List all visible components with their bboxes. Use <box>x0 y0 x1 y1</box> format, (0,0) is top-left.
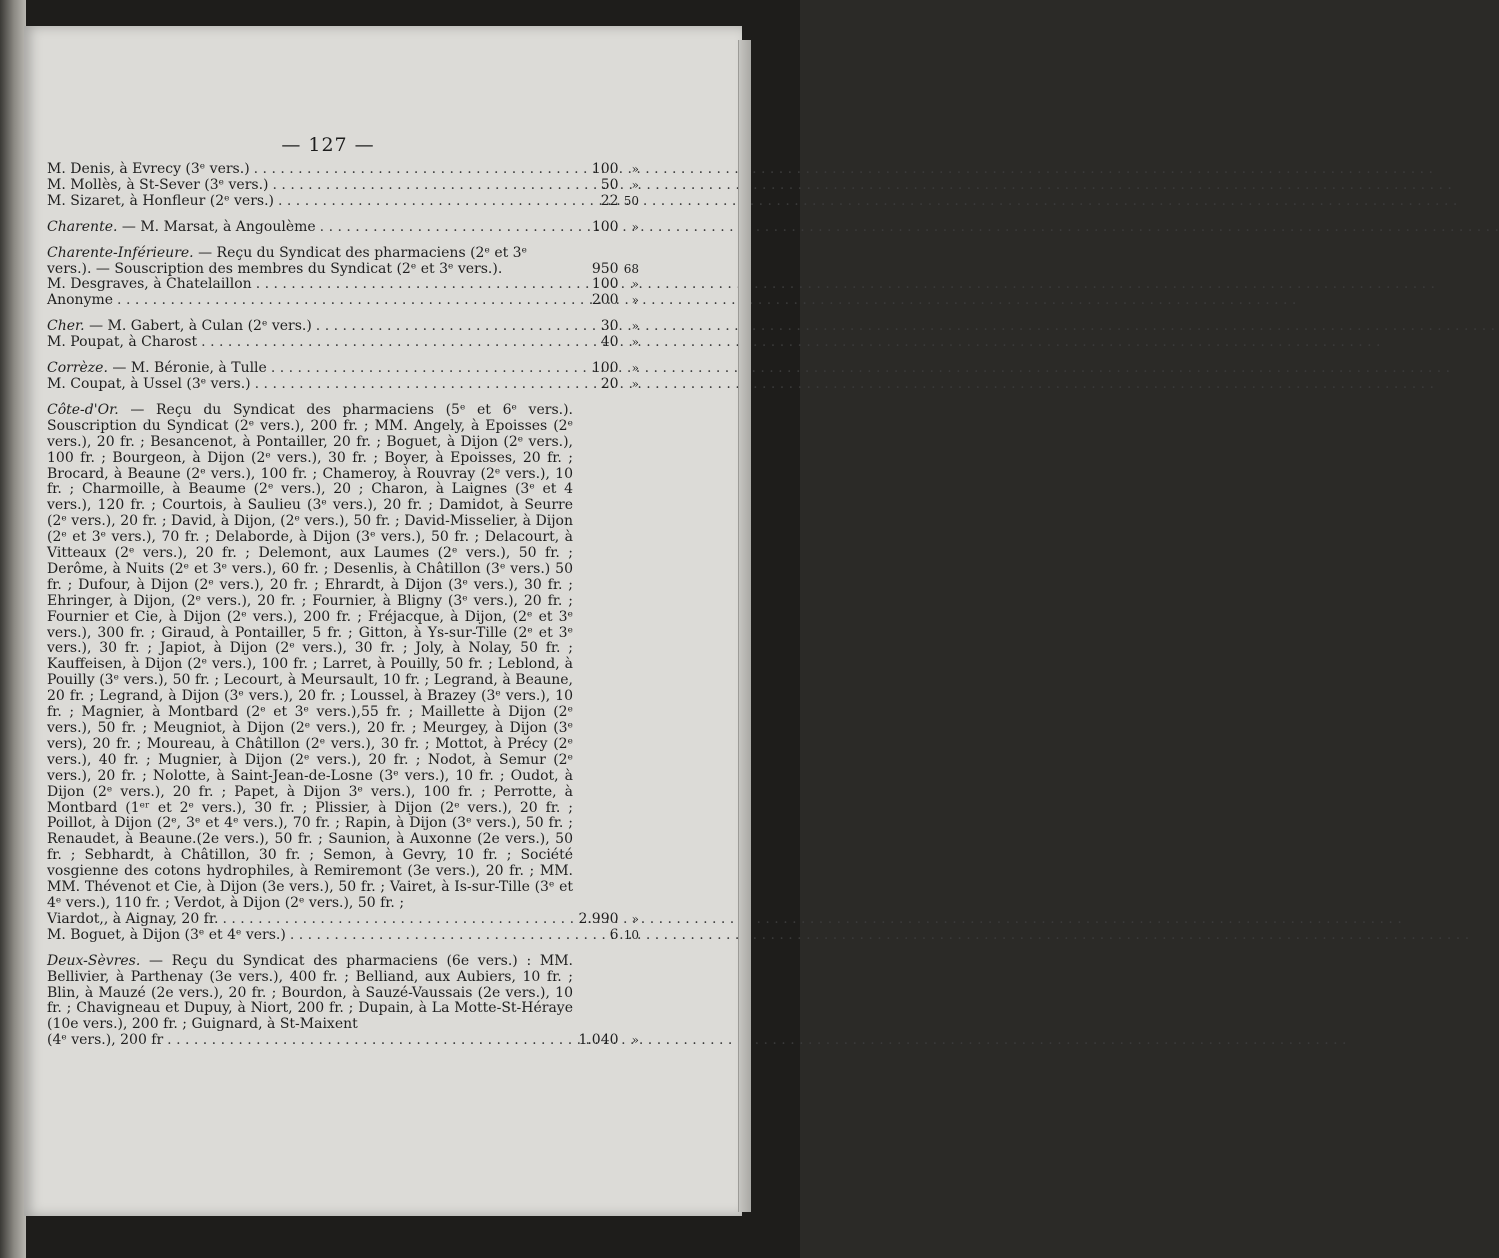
amount-francs: 1.040 <box>578 1032 619 1049</box>
dot-leader <box>290 928 569 944</box>
dot-leader <box>254 162 569 178</box>
entry-description: M. Denis, à Evrecy (3ᵉ vers.) <box>47 161 250 177</box>
section-paragraph <box>47 403 639 912</box>
entry-row <box>47 277 639 293</box>
amount-centimes: » <box>631 293 639 308</box>
amount-francs: 40 <box>600 334 619 351</box>
department-name: Charente-Inférieure. <box>47 244 194 261</box>
entry-group <box>47 162 639 210</box>
entry-row <box>47 178 639 194</box>
page-number: — 127 — <box>281 134 375 156</box>
entry-group <box>47 319 639 351</box>
entry-text <box>47 293 113 309</box>
entry-description: Viardot,, à Aignay, 20 fr. <box>47 910 219 927</box>
entry-description: M. Poupat, à Charost <box>47 334 198 351</box>
amount <box>573 928 639 944</box>
book-spine-edge <box>0 0 26 1258</box>
amount <box>573 194 639 210</box>
amount-francs: 22 <box>600 192 619 209</box>
department-name: Cher. <box>47 318 85 335</box>
deux-sevres-section <box>47 954 639 1049</box>
dot-leader <box>167 1033 569 1049</box>
amount-centimes: » <box>631 911 639 926</box>
amount-francs: 2.990 <box>578 910 619 927</box>
amount-francs: 100 <box>591 360 619 377</box>
entry-row <box>47 1033 639 1049</box>
entry-row <box>47 194 639 210</box>
dot-leader <box>320 220 569 236</box>
amount-centimes: » <box>631 219 639 234</box>
dot-leader <box>271 361 569 377</box>
entry-row <box>47 377 639 393</box>
amount <box>573 178 639 194</box>
amount-centimes: 50 <box>623 193 639 208</box>
entry-text <box>47 277 252 293</box>
entry-text <box>47 912 218 928</box>
amount-centimes: » <box>631 319 639 334</box>
amount-centimes: » <box>631 162 639 176</box>
section-paragraph <box>47 954 639 1034</box>
amount-centimes: » <box>631 177 639 192</box>
entry-text <box>47 162 250 178</box>
entry-description: M. Desgraves, à Chatelaillon <box>47 276 252 293</box>
amount-francs: 950 <box>591 260 619 277</box>
entry-description: — Reçu du Syndicat des pharmaciens (2ᵉ et 3ᵉ <box>193 244 528 261</box>
entry-description: (4ᵉ vers.), 200 fr <box>47 1032 164 1049</box>
amount <box>573 912 639 928</box>
dot-leader <box>255 377 569 393</box>
dot-leader <box>278 194 569 210</box>
dot-leader <box>256 277 569 293</box>
section-text: — Reçu du Syndicat des pharmaciens (6e vers.) : MM. Bellivier, à Parthenay (3e vers.), 400 fr. ; Belliand, aux Aubiers, 10 fr. ; Blin, à Mauzé (2e vers.), 20 fr. ; Bourdon, à Sauzé-Vaussais (2e vers.), 10 fr. ; Chavigneau et Dupuy, à Niort, 200 fr. ; Dupain, à La Motte-St-Héraye (10e vers.), 200 fr. ; Guignard, à St-Maixent <box>47 952 573 1033</box>
amount <box>573 220 639 236</box>
entry-description: M. Mollès, à St-Sever (3ᵉ vers.) <box>47 176 269 193</box>
page-sheet <box>24 26 742 1216</box>
amount <box>573 361 639 377</box>
entry-text <box>47 319 312 335</box>
amount-centimes: » <box>631 277 639 292</box>
dot-leader <box>201 335 569 351</box>
amount-francs: 20 <box>600 375 619 392</box>
entry-description: Anonyme <box>47 292 114 309</box>
entry-row <box>47 162 639 178</box>
amount-centimes: » <box>631 376 639 391</box>
dot-leader <box>273 178 569 194</box>
amount <box>573 319 639 335</box>
amount-centimes: 68 <box>623 261 639 276</box>
entry-text <box>47 335 197 351</box>
entry-description: vers.). — Souscription des membres du Syndicat (2ᵉ et 3ᵉ vers.). <box>47 260 503 277</box>
entry-row <box>47 220 639 236</box>
amount-francs: 100 <box>591 276 619 293</box>
entry-row <box>47 319 639 335</box>
amount-francs: 50 <box>600 176 619 193</box>
entry-description: M. Boguet, à Dijon (3ᵉ et 4ᵉ vers.) <box>47 926 286 943</box>
dot-leader <box>222 912 569 928</box>
cote-dor-section <box>47 403 639 944</box>
entry-row <box>47 912 639 928</box>
amount <box>573 377 639 393</box>
entry-text <box>47 220 316 236</box>
subscription-list <box>47 162 639 1049</box>
amount-francs: 6 <box>609 926 619 943</box>
amount-centimes: » <box>631 1033 639 1048</box>
entry-description: — M. Gabert, à Culan (2ᵉ vers.) <box>84 318 312 335</box>
department-name: Corrèze. <box>47 360 108 377</box>
amount-centimes: » <box>631 335 639 350</box>
amount <box>573 262 639 278</box>
department-name: Deux-Sèvres. <box>47 952 141 969</box>
entry-description: M. Sizaret, à Honfleur (2ᵉ vers.) <box>47 192 274 209</box>
amount-francs: 30 <box>600 318 619 335</box>
entry-group <box>47 220 639 236</box>
entry-text <box>47 178 269 194</box>
entry-row <box>47 928 639 944</box>
department-name: Côte-d'Or. <box>47 401 119 418</box>
dot-leader <box>316 319 569 335</box>
amount-centimes: 10 <box>623 927 639 942</box>
entry-text <box>47 361 267 377</box>
entry-text <box>47 377 251 393</box>
amount <box>573 162 639 178</box>
entry-row <box>47 246 639 262</box>
amount-centimes: » <box>631 361 639 376</box>
amount <box>573 277 639 293</box>
amount <box>573 293 639 309</box>
amount-francs: 100 <box>591 161 619 177</box>
entry-row <box>47 335 639 351</box>
entry-group <box>47 361 639 393</box>
entry-description: — M. Marsat, à Angoulème <box>117 218 316 235</box>
entry-row <box>47 361 639 377</box>
entry-text <box>47 194 274 210</box>
entry-text <box>47 928 286 944</box>
department-name: Charente. <box>47 218 118 235</box>
amount <box>573 246 639 262</box>
dot-leader <box>117 293 569 309</box>
page-stack-edge <box>738 40 751 1212</box>
entry-row <box>47 293 639 309</box>
amount-francs: 200 <box>591 292 619 309</box>
entry-description: — M. Béronie, à Tulle <box>107 360 267 377</box>
entry-description: M. Coupat, à Ussel (3ᵉ vers.) <box>47 375 251 392</box>
entry-group <box>47 246 639 310</box>
entry-text <box>47 1033 163 1049</box>
entry-text <box>47 246 527 262</box>
amount-francs: 100 <box>591 218 619 235</box>
amount <box>573 335 639 351</box>
amount <box>573 1033 639 1049</box>
section-text: — Reçu du Syndicat des pharmaciens (5ᵉ et 6ᵉ vers.). Souscription du Syndicat (2ᵉ vers.), 200 fr. ; MM. Angely, à Epoisses (2ᵉ vers.), 20 fr. ; Besancenot, à Pontailler, 20 fr. ; Boguet, à Dijon (2ᵉ vers.), 100 fr. ; Bourgeon, à Dijon (2ᵉ vers.), 30 fr. ; Boyer, à Epoisses, 20 fr. ; Brocard, à Beaune (2ᵉ vers.), 100 fr. ; Chameroy, à Rouvray (2ᵉ vers.), 10 fr. ; Charmoille, à Beaume (2ᵉ vers.), 20 ; Charon, à Laignes (3ᵉ et 4 vers.), 120 fr. ; Courtois, à Saulieu (3ᵉ vers.), 20 fr. ; Damidot, à Seurre (2ᵉ vers.), 20 fr. ; David, à Dijon, (2ᵉ vers.), 50 fr. ; David-Misselier, à Dijon (2ᵉ et 3ᵉ vers.), 70 fr. ; Delaborde, à Dijon (3ᵉ vers.), 50 fr. ; Delacourt, à Vitteaux (2ᵉ vers.), 20 fr. ; Delemont, aux Laumes (2ᵉ vers.), 50 fr. ; Derôme, à Nuits (2ᵉ et 3ᵉ vers.), 60 fr. ; Desenlis, à Châtillon (3ᵉ vers.) 50 fr. ; Dufour, à Dijon (2ᵉ vers.), 20 fr. ; Ehrardt, à Dijon (3ᵉ vers.), 30 fr. ; Ehringer, à Dijon, (2ᵉ vers.), 20 fr. ; Fournier, à Bligny (3ᵉ vers.), 20 fr. ; Fournier et Cie, à Dijon (2ᵉ vers.), 200 fr. ; Fréjacque, à Dijon, (2ᵉ et 3ᵉ vers.), 300 fr. ; Giraud, à Pontailler, 5 fr. ; Gitton, à Ys-sur-Tille (2ᵉ et 3ᵉ vers.), 30 fr. ; Japiot, à Dijon (2ᵉ vers.), 30 fr. ; Joly, à Nolay, 50 fr. ; Kauffeisen, à Dijon (2ᵉ vers.), 100 fr. ; Larret, à Pouilly, 50 fr. ; Leblond, à Pouilly (3ᵉ vers.), 50 fr. ; Lecourt, à Meursault, 10 fr. ; Legrand, à Beaune, 20 fr. ; Legrand, à Dijon (3ᵉ vers.), 20 fr. ; Loussel, à Brazey (3ᵉ vers.), 10 fr. ; Magnier, à Montbard (2ᵉ et 3ᵉ vers.),55 fr. ; Maillette à Dijon (2ᵉ vers.), 50 fr. ; Meugniot, à Dijon (2ᵉ vers.), 20 fr. ; Meurgey, à Dijon (3ᵉ vers), 20 fr. ; Moureau, à Châtillon (2ᵉ vers.), 30 fr. ; Mottot, à Précy (2ᵉ vers.), 40 fr. ; Mugnier, à Dijon (2ᵉ vers.), 20 fr. ; Nodot, à Semur (2ᵉ vers.), 20 fr. ; Nolotte, à Saint-Jean-de-Losne (3ᵉ vers.), 10 fr. ; Oudot, à Dijon (2ᵉ vers.), 20 fr. ; Papet, à Dijon 3ᵉ vers.), 100 fr. ; Perrotte, à Montbard (1ᵉʳ et 2ᵉ vers.), 30 fr. ; Plissier, à Dijon (2ᵉ vers.), 20 fr. ; Poillot, à Dijon (2ᵉ, 3ᵉ et 4ᵉ vers.), 70 fr. ; Rapin, à Dijon (3ᵉ vers.), 50 fr. ; Renaudet, à Beaune.(2e vers.), 50 fr. ; Saunion, à Auxonne (2e vers.), 50 fr. ; Sebhardt, à Châtillon, 30 fr. ; Semon, à Gevry, 10 fr. ; Société vosgienne des cotons hydrophiles, à Remiremont (3e vers.), 20 fr. ; MM. MM. Thévenot et Cie, à Dijon (3e vers.), 50 fr. ; Vairet, à Is-sur-Tille (3ᵉ et 4ᵉ vers.), 110 fr. ; Verdot, à Dijon (2ᵉ vers.), 50 fr. ; <box>47 401 573 911</box>
